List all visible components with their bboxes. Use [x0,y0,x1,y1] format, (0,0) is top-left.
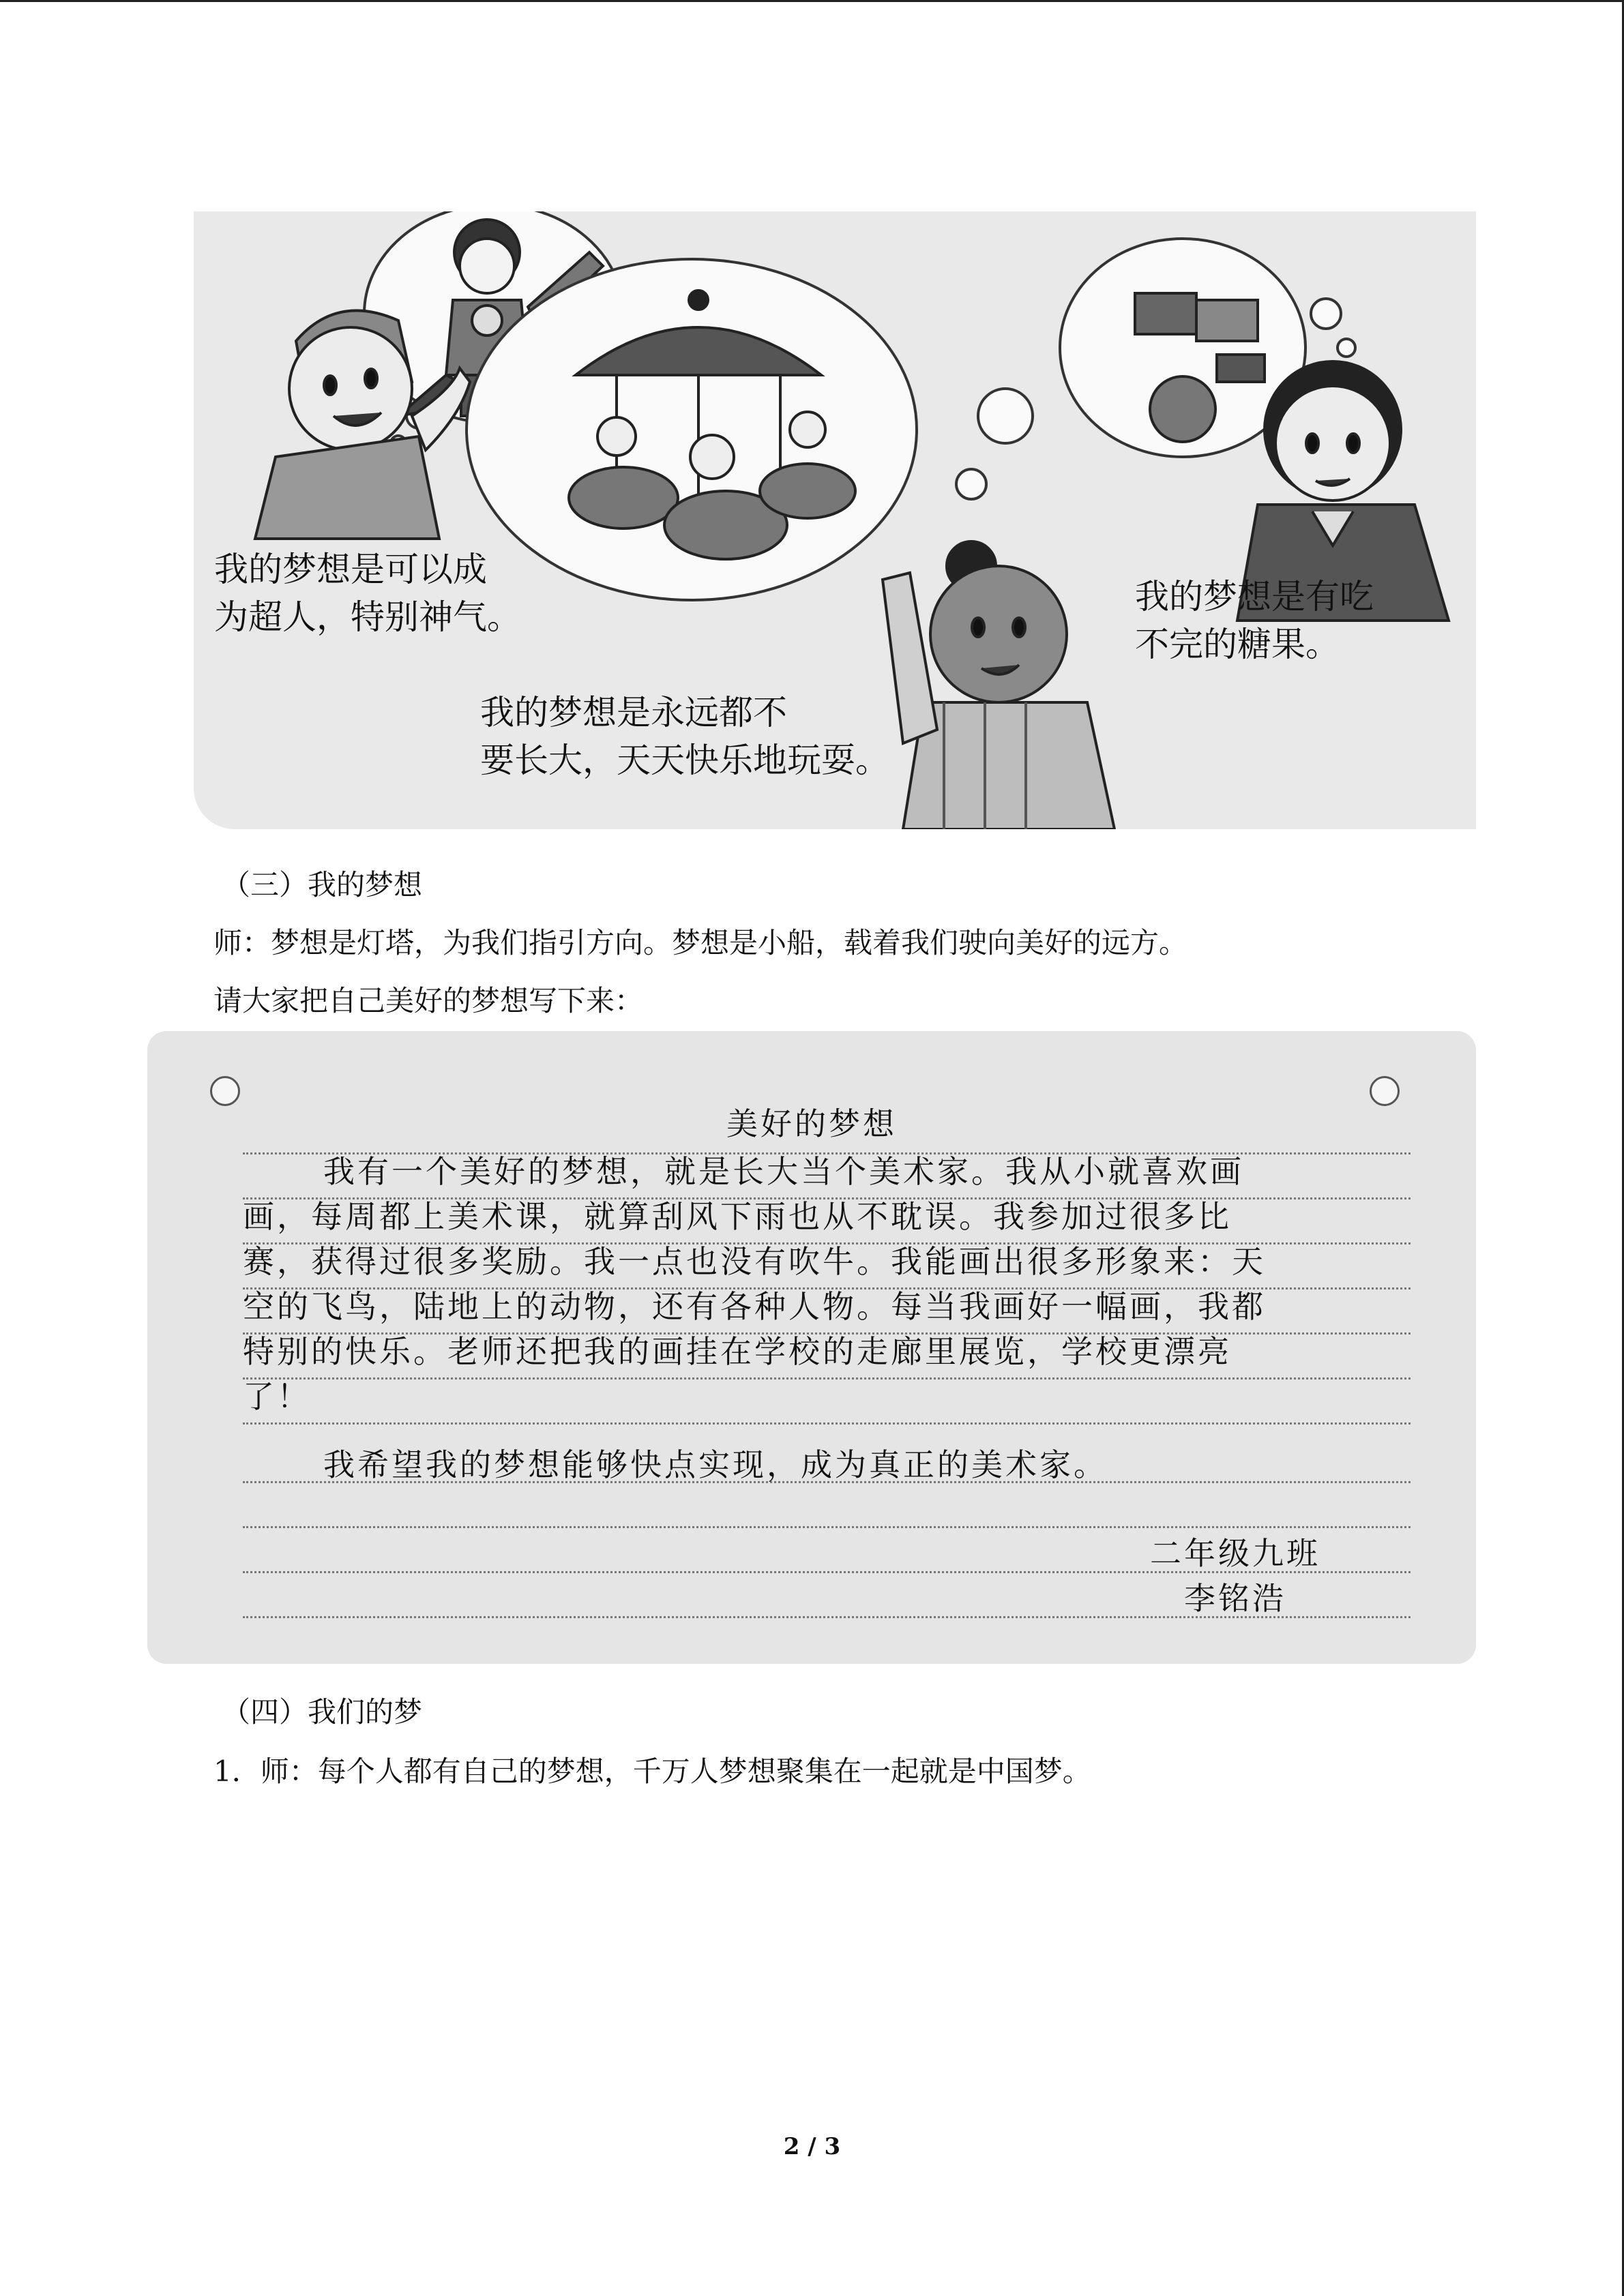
section4-item1: 1．师：每个人都有自己的梦想，千万人梦想聚集在一起就是中国梦。 [213,1755,1091,1788]
caption-superhero: 我的梦想是可以成 为超人，特别神气。 [214,550,521,637]
ruled-line [243,1526,1411,1528]
essay-line: 画，每周都上美术课，就算刮风下雨也从不耽误。我参加过很多比 [243,1198,1232,1235]
essay-author: 李铭浩 [1184,1580,1286,1617]
page-top-border [0,0,1624,2]
girl-figure-middle [883,541,1114,829]
essay-line: 我希望我的梦想能够快点实现，成为真正的美术家。 [323,1446,1108,1483]
essay-line: 赛，获得过很多奖励。我一点也没有吹牛。我能画出很多形象来：天 [243,1243,1266,1280]
page-number: 2 / 3 [783,2133,841,2160]
section3-instruction: 请大家把自己美好的梦想写下来： [213,984,644,1017]
essay-class: 二年级九班 [1150,1535,1320,1572]
section3-heading: （三）我的梦想 [222,868,423,901]
essay-line: 特别的快乐。老师还把我的画挂在学校的走廊里展览，学校更漂亮 [243,1333,1232,1370]
essay-title: 美好的梦想 [726,1105,897,1142]
essay-line: 空的飞鸟，陆地上的动物，还有各种人物。每当我画好一幅画，我都 [243,1288,1266,1325]
section4-heading: （四）我们的梦 [222,1695,423,1729]
dreams-illustration [194,211,1476,829]
ruled-line [243,1422,1411,1425]
essay-line: 我有一个美好的梦想，就是长大当个美术家。我从小就喜欢画 [323,1153,1244,1190]
essay-notebook [147,1031,1476,1664]
ruled-line [243,1377,1411,1380]
caption-carousel: 我的梦想是永远都不 要长大，天天快乐地玩耍。 [480,693,889,780]
caption-candy: 我的梦想是有吃 不完的糖果。 [1135,577,1374,664]
section3-teacher-line: 师：梦想是灯塔，为我们指引方向。梦想是小船，载着我们驶向美好的远方。 [213,926,1188,959]
essay-line: 了！ [243,1378,311,1415]
